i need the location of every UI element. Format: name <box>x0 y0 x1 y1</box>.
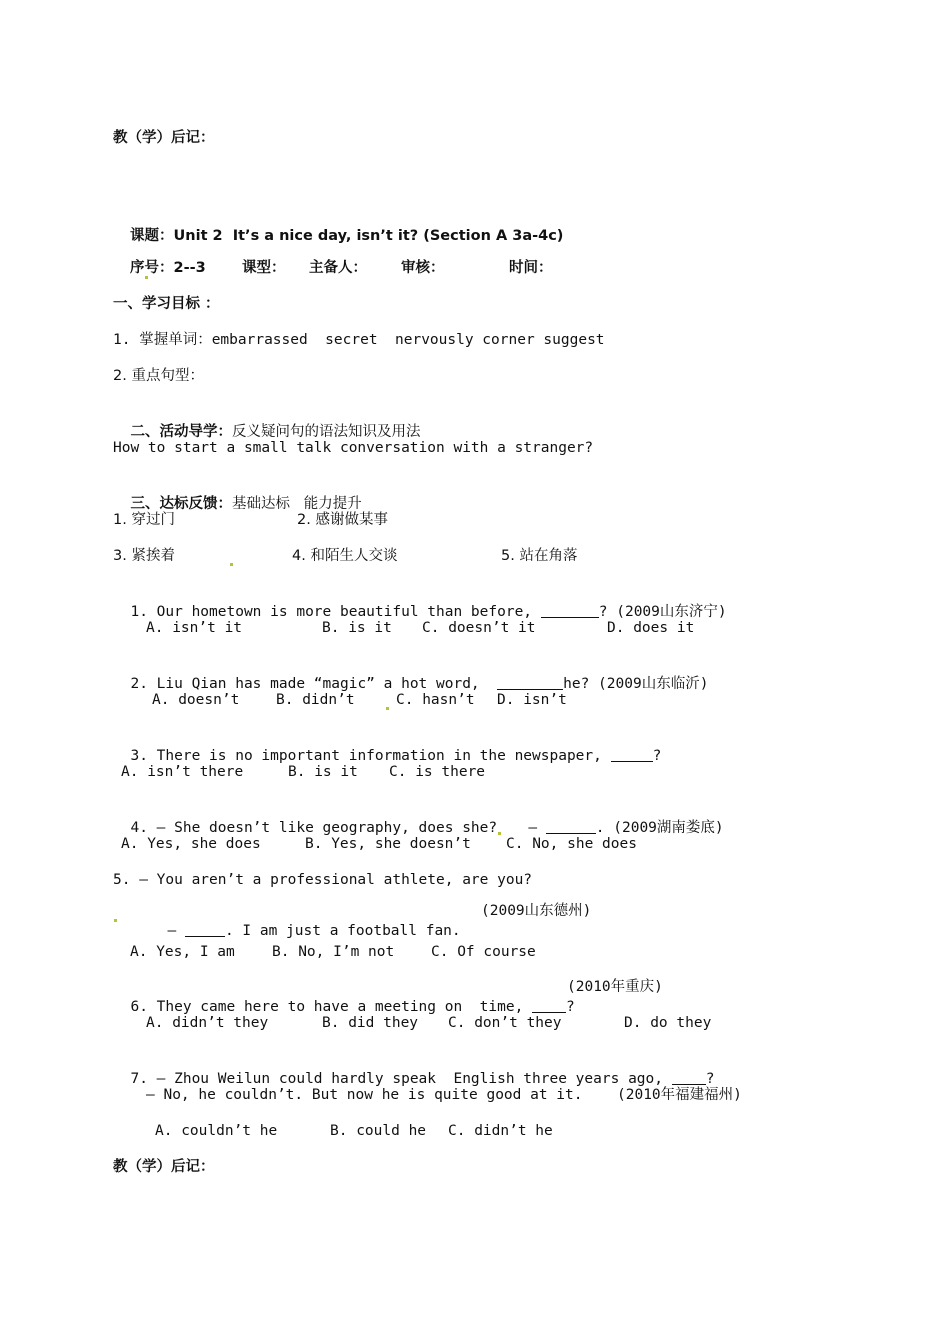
mark-dot <box>386 707 389 710</box>
q1-stem-end: ? (2009山东济宁) <box>598 604 727 620</box>
question-3 <box>113 726 661 766</box>
vocab-item: 3. 紧挨着 <box>113 548 175 564</box>
q5-source: (2009山东德州) <box>481 903 592 919</box>
q7-source: (2010年福建福州) <box>617 1087 742 1103</box>
question-2 <box>113 654 708 694</box>
q4-blank <box>546 819 596 834</box>
q2-blank <box>497 675 563 690</box>
q2-stem-end: he? (2009山东临沂) <box>563 676 709 692</box>
meta-time: 时间： <box>509 260 553 276</box>
q3-blank <box>611 747 653 762</box>
q6-stem: 6. They came here to have a meeting on time, <box>130 999 524 1015</box>
mark-dot <box>114 919 117 922</box>
q4-dash: — <box>528 820 538 836</box>
meta-no: 序号：2--3 <box>130 260 206 276</box>
q3-option-b: B. is it <box>288 764 358 780</box>
q1-option-b: B. is it <box>322 620 392 636</box>
vocab-item: 4. 和陌生人交谈 <box>292 548 398 564</box>
section3-heading-rest: 基础达标 能力提升 <box>231 496 362 512</box>
q3-option-c: C. is there <box>389 764 486 780</box>
q7-option-c: C. didn’t he <box>448 1123 553 1139</box>
q1-option-c: C. doesn’t it <box>422 620 536 636</box>
q1-blank <box>541 603 599 618</box>
q6-option-a: A. didn’t they <box>146 1015 269 1031</box>
q5-option-b: B. No, I’m not <box>272 944 395 960</box>
vocab-item: 1. 穿过门 <box>113 512 175 528</box>
meta-host: 主备人： <box>309 260 367 276</box>
section2-heading-row <box>113 402 420 442</box>
question-7 <box>113 1049 714 1089</box>
q7-option-b: B. could he <box>330 1123 427 1139</box>
section1-item2: 2. 重点句型： <box>113 368 204 384</box>
meta-review: 审核： <box>401 260 445 276</box>
q4-stem: 4. — She doesn’t like geography, does she? <box>130 820 498 836</box>
q5-option-a: A. Yes, I am <box>130 944 235 960</box>
mark-dot <box>498 832 501 835</box>
section3-heading: 三、达标反馈： <box>130 496 232 512</box>
q2-option-c: C. hasn’t <box>396 692 475 708</box>
q1-option-a: A. isn’t it <box>146 620 243 636</box>
q2-option-d: D. isn’t <box>497 692 567 708</box>
q3-stem-end: ? <box>652 748 662 764</box>
q2-stem: 2. Liu Qian has made “magic” a hot word, <box>130 676 480 692</box>
section2-line: How to start a small talk conversation with a stranger? <box>113 440 594 456</box>
q5-reply <box>150 901 461 941</box>
top-note: 教（学）后记： <box>113 130 215 146</box>
section3-heading-row <box>113 474 362 514</box>
q6-option-d: D. do they <box>624 1015 712 1031</box>
question-5: 5. — You aren’t a professional athlete, are you? <box>113 872 533 888</box>
q5-dash: — <box>167 923 177 939</box>
q4-option-c: C. No, she does <box>506 836 637 852</box>
q1-stem: 1. Our hometown is more beautiful than before, <box>130 604 533 620</box>
vocab-item: 5. 站在角落 <box>501 548 578 564</box>
q4-option-a: A. Yes, she does <box>121 836 261 852</box>
q7-stem: 7. — Zhou Weilun could hardly speak English three years ago, <box>130 1071 663 1087</box>
section1-heading: 一、学习目标 ： <box>113 296 220 312</box>
q4-option-b: B. Yes, she doesn’t <box>305 836 471 852</box>
q6-blank <box>532 998 566 1013</box>
q7-option-a: A. couldn’t he <box>155 1123 278 1139</box>
q6-option-b: B. did they <box>322 1015 419 1031</box>
q4-stem-end: . (2009湖南娄底) <box>595 820 724 836</box>
q3-stem: 3. There is no important information in the newspaper, <box>130 748 602 764</box>
q7-stem-end: ? <box>705 1071 715 1087</box>
q5-reply-text: . I am just a football fan. <box>224 923 461 939</box>
q6-option-c: C. don’t they <box>448 1015 562 1031</box>
question-1 <box>113 582 727 622</box>
q7-blank <box>672 1070 706 1085</box>
q1-option-d: D. does it <box>607 620 695 636</box>
section2-heading: 二、活动导学： <box>130 424 232 440</box>
q2-option-a: A. doesn’t <box>152 692 240 708</box>
bottom-note: 教（学）后记： <box>113 1159 215 1175</box>
question-6 <box>113 977 575 1017</box>
lesson-title: 课题：Unit 2 It’s a nice day, isn’t it? (Section A 3a-4c) <box>130 228 564 244</box>
q2-option-b: B. didn’t <box>276 692 355 708</box>
section2-heading-rest: 反义疑问句的语法知识及用法 <box>231 424 421 440</box>
vocab-item: 2. 感谢做某事 <box>297 512 388 528</box>
section1-item1: 1. 掌握单词：embarrassed secret nervously corner suggest <box>113 332 605 348</box>
mark-dot <box>145 276 148 279</box>
question-4 <box>113 798 724 838</box>
meta-type: 课型： <box>242 260 286 276</box>
q3-option-a: A. isn’t there <box>121 764 244 780</box>
q6-stem-end: ? <box>566 999 575 1015</box>
q5-option-c: C. Of course <box>431 944 536 960</box>
q5-blank <box>185 922 225 937</box>
mark-dot <box>230 563 233 566</box>
q6-source: (2010年重庆) <box>567 979 663 995</box>
q7-reply: — No, he couldn’t. But now he is quite good at it. <box>146 1087 583 1103</box>
